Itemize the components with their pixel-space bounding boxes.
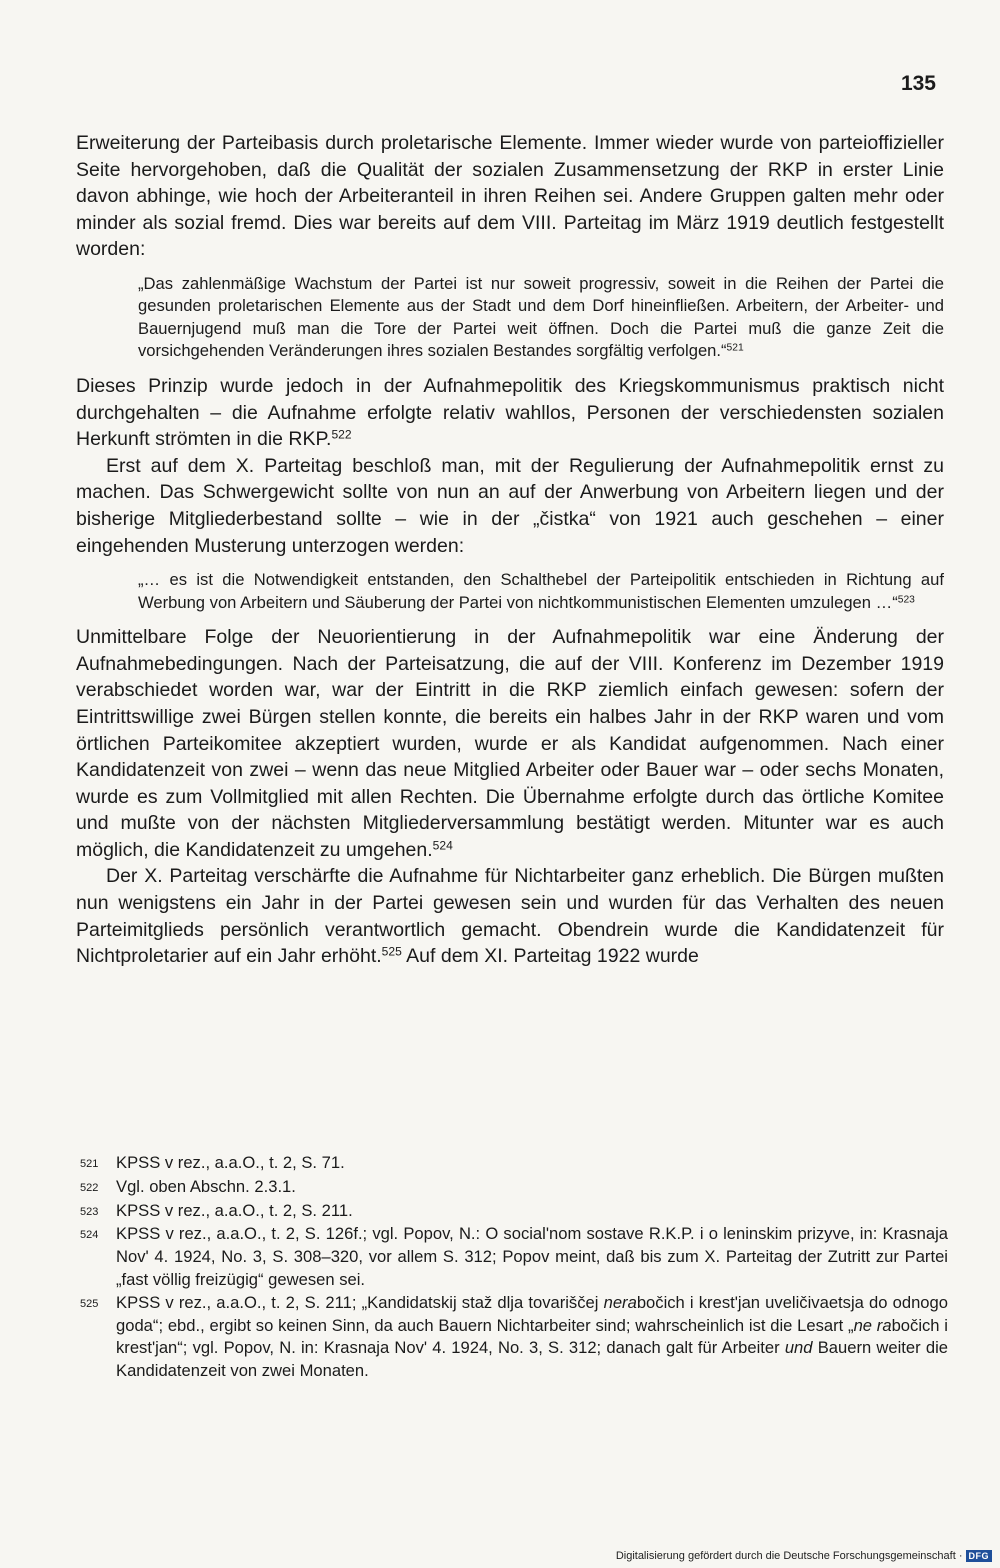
footnote-text: Vgl. oben Abschn. 2.3.1. — [116, 1176, 296, 1196]
footnote-ref-525[interactable]: 525 — [381, 944, 402, 959]
footnote-ref-524[interactable]: 524 — [432, 838, 453, 853]
footnote-ref-521[interactable]: 521 — [726, 342, 744, 354]
footnote-522 — [80, 1176, 948, 1200]
main-text — [76, 130, 944, 970]
digitization-footer — [616, 1550, 992, 1562]
footnote-ref-523[interactable]: 523 — [897, 593, 915, 605]
dfg-logo-icon: DFG — [966, 1550, 993, 1562]
footnote-ref-522[interactable]: 522 — [331, 427, 352, 442]
paragraph-4: Unmittelbare Folge der Neuorientierung in der Aufnahmepolitik war eine Änderung der Aufnahmebedingungen. Nach der Parteisatzung, die auf der VIII. Konferenz im Dezember 1919 verabschiedet worden war, war der Eintritt in die RKP ziemlich einfach gewesen: sofern der Eintrittswillige zwei Bürgen stellen konnte, die bereits ein halbes Jahr in der RKP waren und vom örtlichen Parteikomitee akzeptiert wurden, wurde er als Kandidat aufgenommen. Nach einer Kandidatenzeit von zwei – wenn das neue Mitglied Arbeiter oder Bauer war – oder sechs Monaten, wurde es zum Vollmitglied mit allen Rechten. Die Übernahme erfolgte durch das örtliche Komitee und mußte von der nächsten Mitgliederversammlung bestätigt werden. Mitunter war es auch möglich, die Kandidatenzeit zu umgehen.$^{524}$ — [76, 626, 944, 861]
paragraph-2: Dieses Prinzip wurde jedoch in der Aufnahmepolitik des Kriegskommunismus praktisch nicht durchgehalten – die Aufnahme erfolgte relativ wahllos, Personen der verschiedensten sozialen Herkunft strömten in die RKP.$^{522}$ — [76, 374, 944, 451]
block-quote-1: „Das zahlenmäßige Wachstum der Partei ist nur soweit progressiv, soweit in die Reihen der Partei die gesunden proletarischen Elemente aus der Stadt und dem Dorf hineinfließen. Arbeitern, der Arbeiter- und Bauernjugend muß man die Tore der Partei weit öffnen. Doch die Partei muß die ganze Zeit die vorsichgehenden Veränderungen ihres sozialen Bestandes sorgfältig verfolgen.“$^{521}$ — [138, 273, 944, 361]
footnote-523 — [80, 1200, 948, 1224]
footnote-text: KPSS v rez., a.a.O., t. 2, S. 211; „Kandidatskij staž dlja tovariščej nerabočich i krest'jan uveličivaetsja do odnogo goda“; ebd., ergibt so keinen Sinn, da auch Bauern Nichtarbeiter sind; wahrscheinlich ist die Lesart „ne rabočich i krest'jan“; vgl. Popov, N. in: Krasnaja Nov' 4. 1924, No. 3, S. 312; danach galt für Arbeiter und Bauern weiter die Kandidatenzeit von zwei Monaten. — [116, 1292, 948, 1381]
footnote-521 — [80, 1152, 948, 1176]
footnote-text: KPSS v rez., a.a.O., t. 2, S. 71. — [116, 1153, 345, 1172]
paragraph-3: Erst auf dem X. Parteitag beschloß man, mit der Regulierung der Aufnahmepolitik ernst zu machen. Das Schwergewicht sollte von nun an auf der Anwerbung von Arbeitern liegen und der bisherige Mitgliederbestand sollte – wie in der „čistka“ von 1921 auch geschehen – einer eingehenden Musterung unterzogen werden: — [76, 454, 944, 557]
footnote-number: 522 — [80, 1181, 99, 1194]
page-number: 135 — [900, 72, 936, 95]
paragraph-5: Der X. Parteitag verschärfte die Aufnahme für Nichtarbeiter ganz erheblich. Die Bürgen mußten nun wenigstens ein Jahr in der Partei gewesen sein und wurden für das Verhalten des neuen Parteimitglieds persönlich verantwortlich gemacht. Obendrein wurde die Kandidatenzeit für Nichtproletarier auf ein Jahr erhöht.$^{525}$ Auf dem XI. Parteitag 1922 wurde — [76, 865, 944, 968]
footnote-525 — [80, 1292, 948, 1383]
footnote-text: KPSS v rez., a.a.O., t. 2, S. 126f.; vgl. Popov, N.: O social'nom sostave R.K.P. i o leninskim prizyve, in: Krasnaja Nov' 4. 1924, No. 3, S. 308–320, vor allem S. 312; Popov meint, daß bis zum X. Parteitag der Zutritt zur Partei „fast völlig freizügig“ gewesen sei. — [116, 1224, 948, 1289]
footnote-number: 523 — [80, 1205, 99, 1218]
footnote-text: KPSS v rez., a.a.O., t. 2, S. 211. — [116, 1200, 353, 1220]
paragraph-1: Erweiterung der Parteibasis durch proletarische Elemente. Immer wieder wurde von parteioffizieller Seite hervorgehoben, daß die Qualität der sozialen Zusammensetzung der RKP in erster Linie davon abhinge, wie hoch der Arbeiteranteil in ihren Reihen sei. Andere Gruppen galten mehr oder minder als sozial fremd. Dies war bereits auf dem VIII. Parteitag im März 1919 deutlich festgestellt worden: — [76, 132, 944, 261]
footnote-number: 525 — [80, 1297, 99, 1310]
footnotes — [80, 1152, 948, 1383]
footnote-524 — [80, 1223, 948, 1291]
footer-text: Digitalisierung gefördert durch die Deutsche Forschungsgemeinschaft · — [615, 1550, 963, 1562]
footnote-number: 521 — [80, 1158, 99, 1170]
footnote-number: 524 — [80, 1229, 99, 1242]
block-quote-2: „… es ist die Notwendigkeit entstanden, den Schalthebel der Parteipolitik entschieden in Richtung auf Werbung von Arbeitern und Säuberung der Partei von nichtkommunistischen Elementen umzulegen …“$^{523}$ — [138, 570, 944, 612]
